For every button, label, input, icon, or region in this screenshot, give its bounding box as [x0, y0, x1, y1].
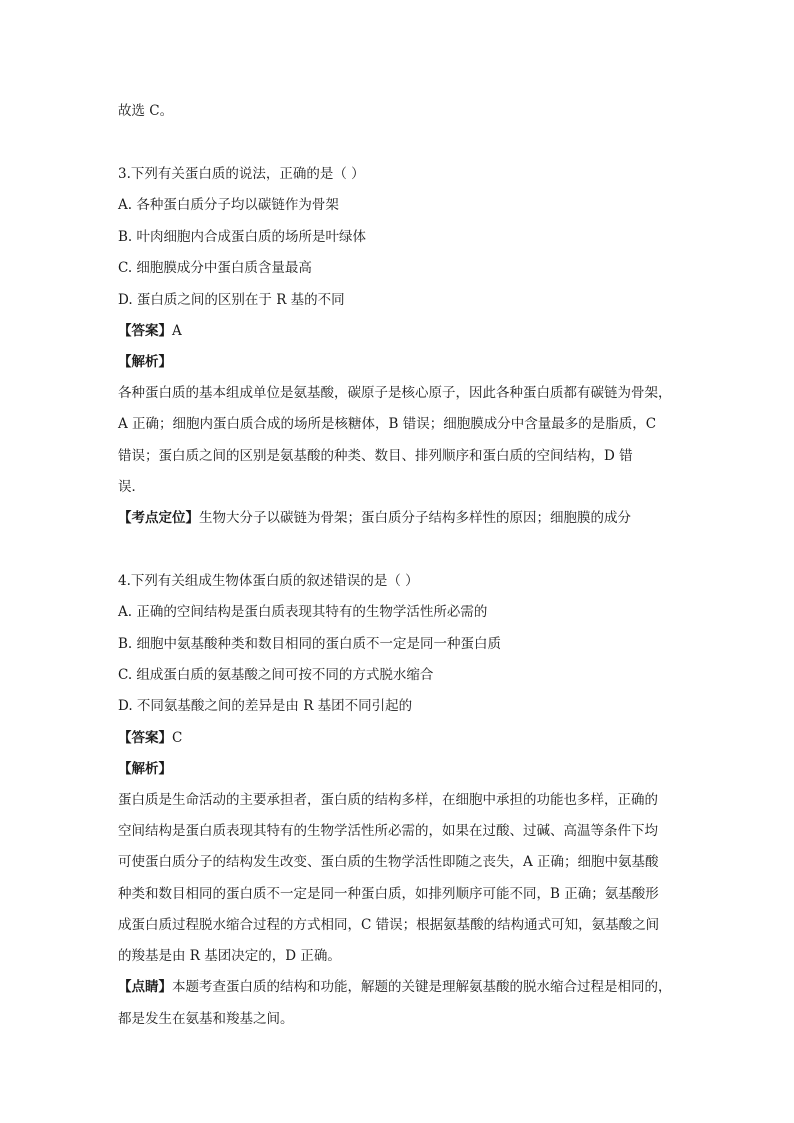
q4-answer-label: 【答案】	[118, 730, 172, 746]
q4-analysis-line-3: 可使蛋白质分子的结构发生改变、蛋白质的生物学活性即随之丧失，A 正确；细胞中氨基酸	[118, 854, 659, 870]
q3-option-d: D. 蛋白质之间的区别在于 R 基的不同	[118, 292, 345, 308]
q3-option-b: B. 叶肉细胞内合成蛋白质的场所是叶绿体	[118, 229, 367, 245]
q4-option-a: A. 正确的空间结构是蛋白质表现其特有的生物学活性所必需的	[118, 604, 488, 620]
q4-stem: 4.下列有关组成生物体蛋白质的叙述错误的是（ ）	[118, 573, 419, 589]
q3-option-a: A. 各种蛋白质分子均以碳链作为骨架	[118, 197, 339, 213]
q3-analysis-line-2: A 正确；细胞内蛋白质合成的场所是核糖体，B 错误；细胞膜成分中含量最多的是脂质，C	[118, 416, 657, 432]
q3-analysis-line-4: 误．	[118, 479, 145, 495]
q4-comment-line-2: 都是发生在氨基和羧基之间。	[118, 1011, 294, 1027]
q4-analysis-line-1: 蛋白质是生命活动的主要承担者，蛋白质的结构多样，在细胞中承担的功能也多样，正确的	[118, 792, 658, 808]
q3-point-text: 生物大分子以碳链为骨架；蛋白质分子结构多样性的原因；细胞膜的成分	[199, 510, 631, 526]
q3-answer	[118, 321, 182, 342]
q3-analysis-label: 【解析】	[118, 354, 172, 370]
q3-point-label: 【考点定位】	[118, 510, 199, 526]
previous-conclusion: 故选 C。	[118, 103, 174, 119]
q4-analysis-line-6: 的羧基是由 R 基团决定的，D 正确。	[118, 948, 341, 964]
q4-analysis-line-5: 成蛋白质过程脱水缩合过程的方式相同，C 错误；根据氨基酸的结构通式可知，氨基酸之间	[118, 917, 660, 933]
q3-point	[118, 508, 631, 529]
q4-answer	[118, 728, 182, 749]
q4-answer-value: C	[172, 730, 183, 746]
q3-answer-label: 【答案】	[118, 323, 172, 339]
q4-analysis-line-4: 种类和数目相同的蛋白质不一定是同一种蛋白质，如排列顺序可能不同，B 正确；氨基酸形	[118, 886, 659, 902]
q4-analysis-label: 【解析】	[118, 761, 172, 777]
q4-comment-line-1: 本题考查蛋白质的结构和功能，解题的关键是理解氨基酸的脱水缩合过程是相同的，	[172, 979, 672, 995]
q4-option-d: D. 不同氨基酸之间的差异是由 R 基团不同引起的	[118, 698, 413, 714]
q3-stem: 3.下列有关蛋白质的说法，正确的是（ ）	[118, 166, 365, 182]
q4-option-c: C. 组成蛋白质的氨基酸之间可按不同的方式脱水缩合	[118, 667, 434, 683]
q3-answer-value: A	[172, 323, 182, 339]
q3-analysis-line-1: 各种蛋白质的基本组成单位是氨基酸，碳原子是核心原子，因此各种蛋白质都有碳链为骨架，	[118, 385, 672, 401]
q4-comment-label: 【点睛】	[118, 979, 172, 995]
q4-analysis-line-2: 空间结构是蛋白质表现其特有的生物学活性所必需的，如果在过酸、过碱、高温等条件下均	[118, 823, 658, 839]
q3-analysis-line-3: 错误；蛋白质之间的区别是氨基酸的种类、数目、排列顺序和蛋白质的空间结构，D 错	[118, 448, 633, 464]
q4-comment	[118, 977, 672, 998]
q3-option-c: C. 细胞膜成分中蛋白质含量最高	[118, 260, 312, 276]
q4-option-b: B. 细胞中氨基酸种类和数目相同的蛋白质不一定是同一种蛋白质	[118, 636, 502, 652]
